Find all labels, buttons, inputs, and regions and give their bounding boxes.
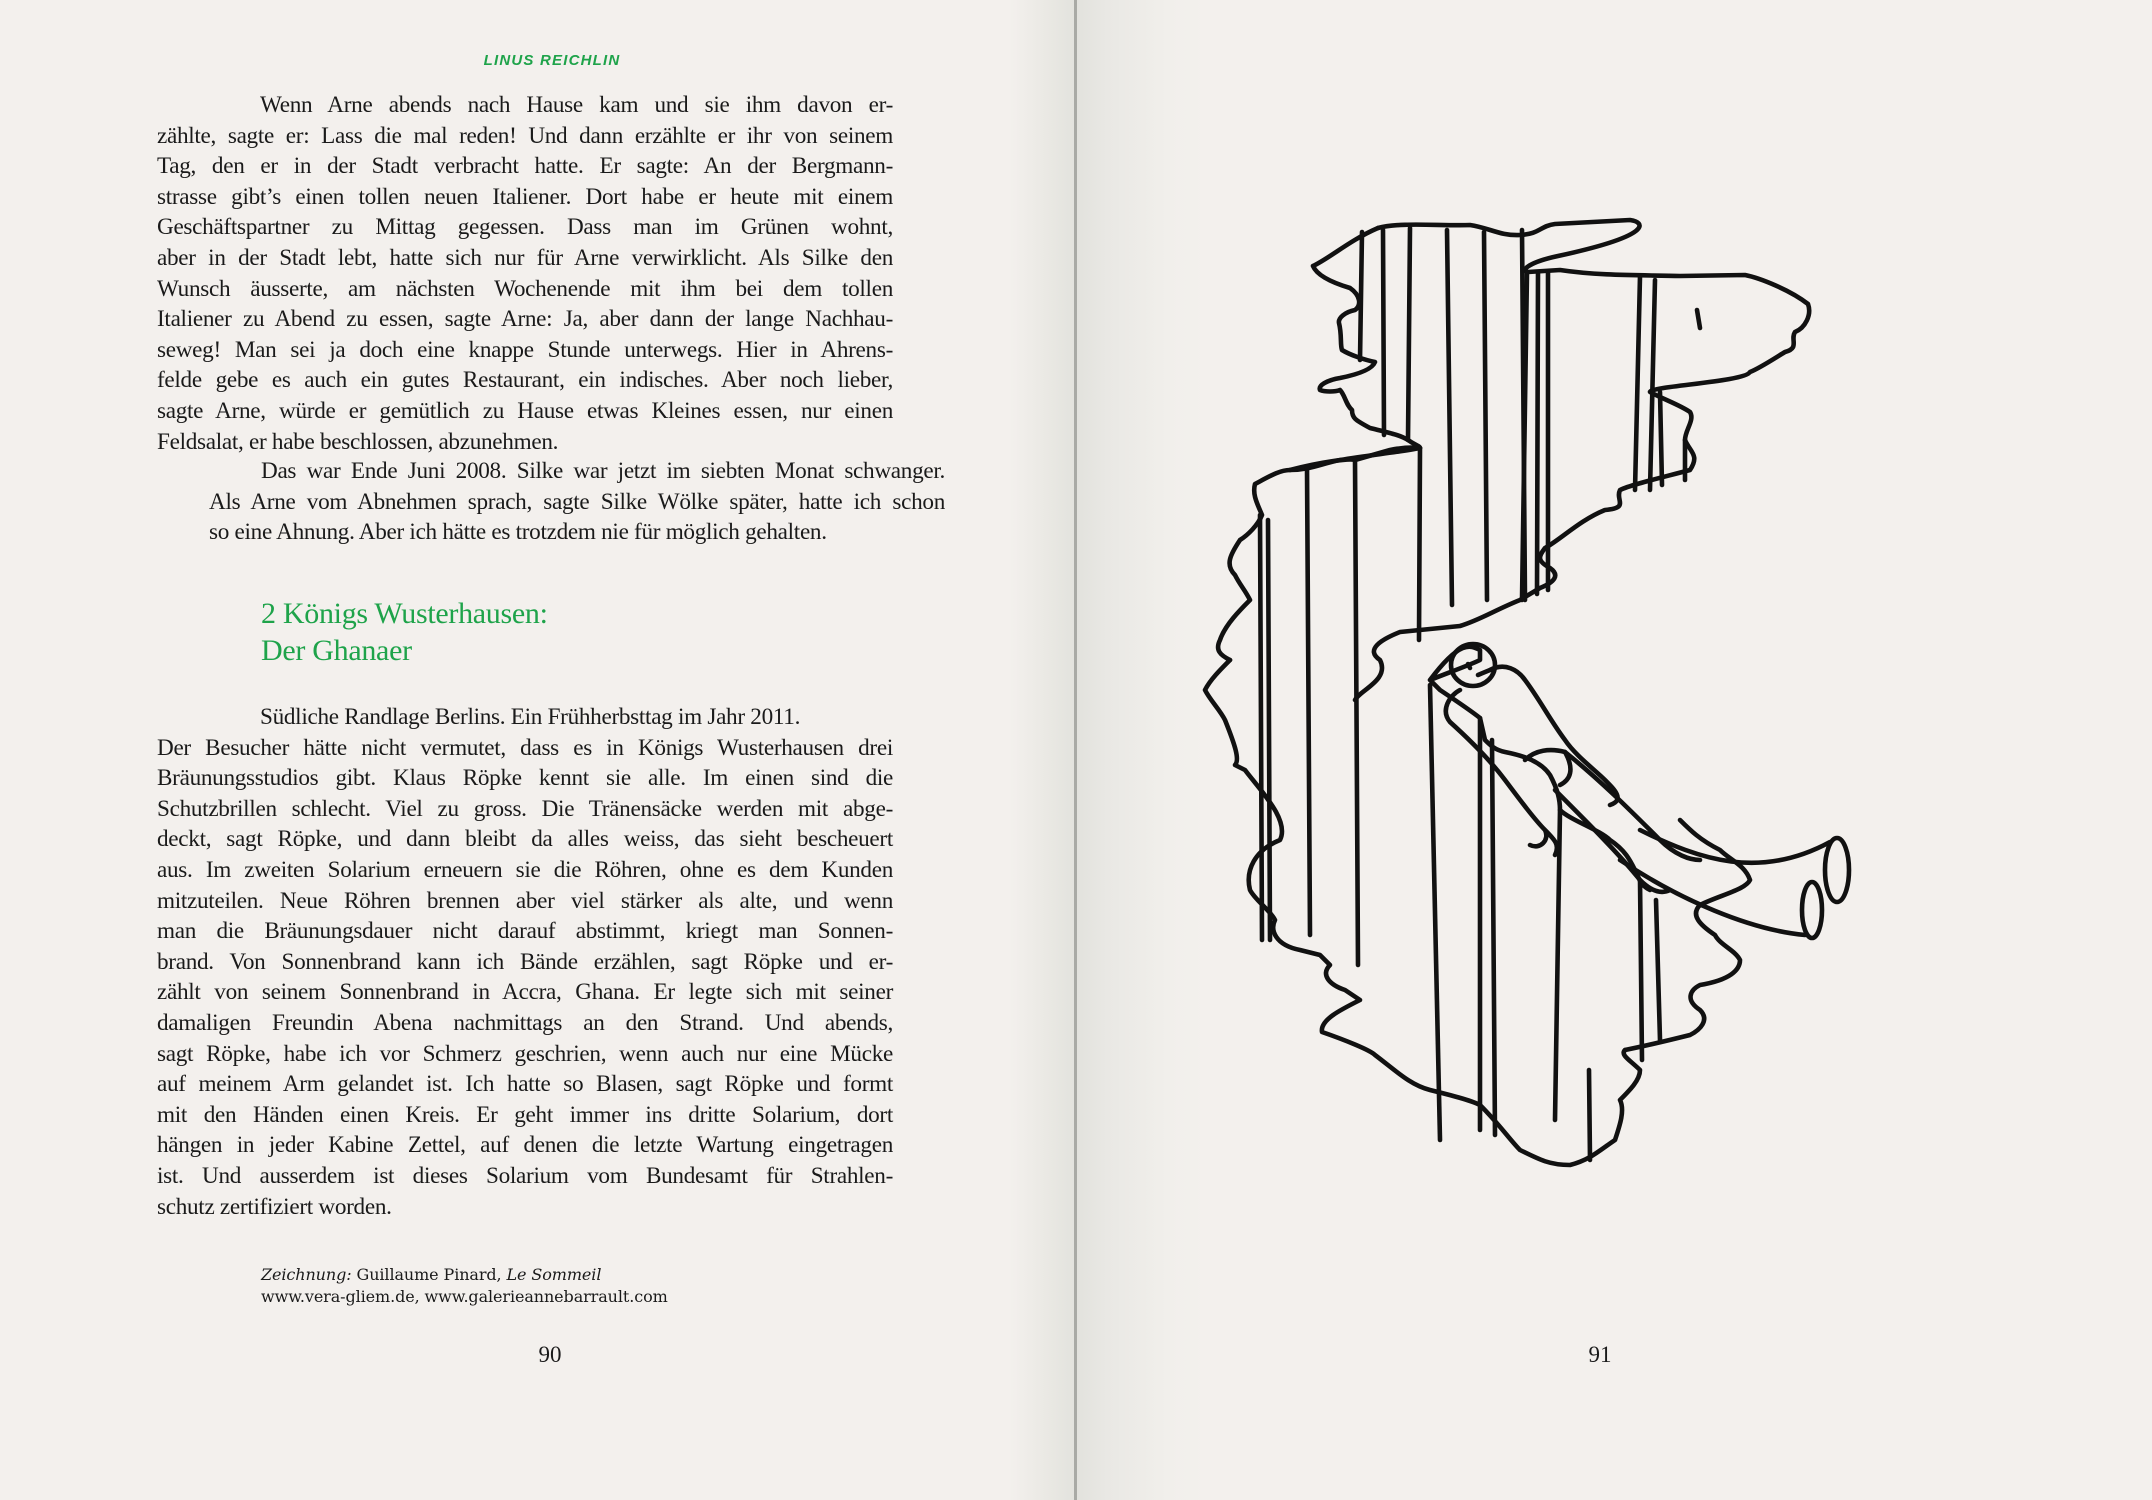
text-line: Bräunungsstudios gibt. Klaus Röpke kennt sie alle. Im einen sind die [157,765,893,792]
striation [1650,280,1655,490]
hip [1525,750,1570,785]
striation [1355,460,1358,965]
page-number-right: 91 [1588,1342,1612,1367]
text-line: seweg! Man sei ja doch eine knappe Stunde unterwegs. Hier in Ahrens- [157,336,893,363]
striation [1697,310,1700,328]
text-line: felde gebe es auch ein gutes Restaurant, ein indisches. Aber noch lieber, [157,367,893,394]
credit-line [261,1264,668,1286]
text-line: aus. Im zweiten Solarium erneuern sie die Röhren, ohne es dem Kunden [157,856,893,883]
shoulder-arm-left [1446,690,1557,855]
credit-title: Le Sommeil [506,1265,602,1284]
text-line: ist. Und ausserdem ist dieses Solarium vom Bundesamt für Strahlen- [157,1162,893,1189]
striation [1307,468,1310,935]
striation [1484,232,1487,600]
text-line: mitzuteilen. Neue Röhren brennen aber viel stärker als alte, und wenn [157,887,893,914]
page-number-left: 90 [538,1342,562,1367]
paragraph-2 [209,456,945,548]
text-line: Tag, den er in der Stadt verbracht hatte. Er sagte: An der Bergmann- [157,153,893,180]
text-line: Südliche Randlage Berlins. Ein Frühherbsttag im Jahr 2011. [260,704,801,730]
image-credits [261,1264,668,1308]
text-line: Wenn Arne abends nach Hause kam und sie ihm davon er- [260,92,893,118]
cliff-outline-left [1313,228,1420,448]
striation [1640,880,1642,1060]
paragraph-3 [157,702,893,1222]
text-line: schutz zertifiziert worden. [157,1193,392,1220]
text-line: Wunsch äusserte, am nächsten Wochenende mit ihm bei dem tollen [157,275,893,302]
running-head-author: LINUS REICHLIN [483,52,621,69]
striation [1492,740,1495,1135]
section-heading [261,595,548,669]
striation [1656,900,1660,1040]
cliff-outline-top [1355,220,1809,700]
text-line: zählt von seinem Sonnenbrand in Accra, Ghana. Er legte sich mit seiner [157,979,893,1006]
text-line: Feldsalat, er habe beschlossen, abzunehmen. [157,428,559,455]
text-line: Der Besucher hätte nicht vermutet, dass es in Königs Wusterhausen drei [157,734,893,761]
foot-1 [1825,838,1849,902]
illustration-sleeping-man-icon [1190,200,2030,1240]
text-line: sagte Arne, würde er gemütlich zu Hause etwas Kleines essen, nur einen [157,397,893,424]
section-heading-line-2: Der Ghanaer [261,634,412,667]
striation [1635,276,1640,490]
striation [1268,520,1270,940]
text-line: mit den Händen einen Kreis. Er geht immer ins dritte Solarium, dort [157,1101,893,1128]
striation [1430,685,1440,1140]
text-line: zählte, sagte er: Lass die mal reden! Und dann erzählte er ihr von seinem [157,122,893,149]
text-line: hängen in jeder Kabine Zettel, auf denen die letzte Wartung eingetragen [157,1132,893,1159]
text-line: brand. Von Sonnenbrand kann ich Bände erzählen, sagt Röpke und er- [157,948,893,975]
striation [1260,515,1262,940]
credit-artist: Guillaume Pinard, [351,1265,507,1284]
cliff-step-middle [1218,448,1420,660]
paragraph-1 [157,90,893,457]
striation [1408,228,1410,440]
text-line: aber in der Stadt lebt, hatte sich nur für Arne verwirklicht. Als Silke den [157,244,893,271]
text-line: Schutzbrillen schlecht. Viel zu gross. Die Tränensäcke werden mit abge- [157,795,893,822]
striation [1447,230,1452,605]
text-line: deckt, sagt Röpke, und dann bleibt da alles weiss, das sieht bescheuert [157,826,893,853]
striation [1360,232,1362,360]
credit-urls: www.vera-gliem.de, www.galerieannebarrault.com [261,1287,668,1306]
foot-2 [1802,882,1822,938]
striation [1660,392,1662,485]
text-line: sagt Röpke, habe ich vor Schmerz geschrien, wenn auch nur eine Mücke [157,1040,893,1067]
section-heading-line-1: 2 Königs Wusterhausen: [261,597,548,630]
text-line: Als Arne vom Abnehmen sprach, sagte Silke Wölke später, hatte ich schon [209,488,945,515]
text-line: damaligen Freundin Abena nachmittags an den Strand. Und abends, [157,1009,893,1036]
striation [1589,1070,1590,1160]
book-gutter [1074,0,1077,1500]
text-line: strasse gibt’s einen tollen neuen Italiener. Dort habe er heute mit einem [157,183,893,210]
leg-2 [1620,830,1830,935]
text-line: auf meinem Arm gelandet ist. Ich hatte so Blasen, sagt Röpke und formt [157,1071,893,1098]
text-line: Italiener zu Abend zu essen, sagte Arne: Ja, aber dann der lange Nachhau- [157,306,893,333]
credit-label: Zeichnung: [261,1265,352,1284]
text-line: so eine Ahnung. Aber ich hätte es trotzdem nie für möglich gehalten. [209,519,827,546]
text-line: man die Bräunungsdauer nicht darauf abstimmt, kriegt man Sonnen- [157,918,893,945]
text-line: Das war Ende Juni 2008. Silke war jetzt im siebten Monat schwanger. [261,458,945,484]
striation [1383,230,1384,435]
striation [1537,272,1538,594]
text-line: Geschäftspartner zu Mittag gegessen. Dass man im Grünen wohnt, [157,214,893,241]
